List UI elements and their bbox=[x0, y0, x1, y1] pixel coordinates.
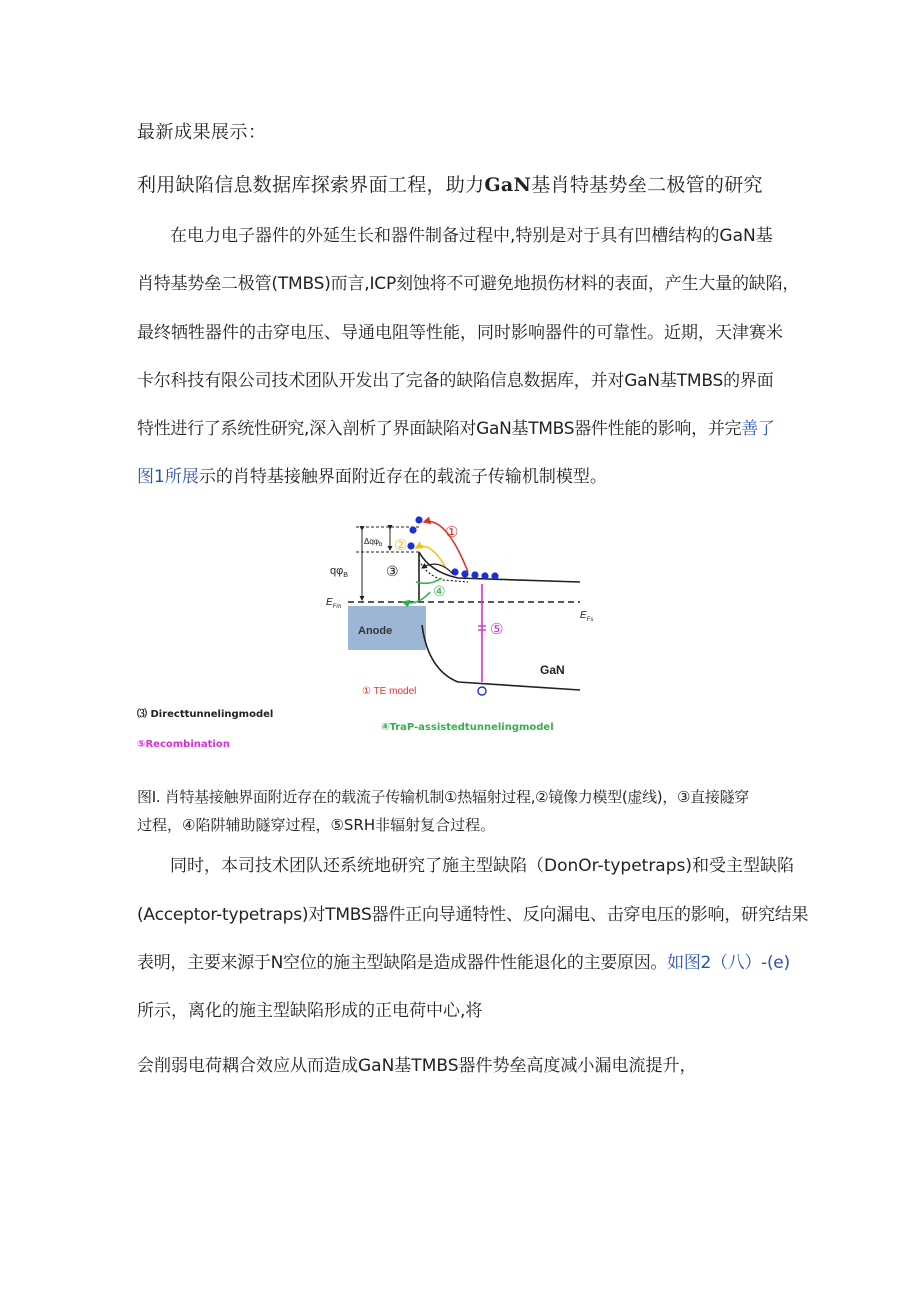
para1-line5-text: 特性进行了系统性研究,深入剖析了界面缺陷对GaN基TMBS器件性能的影响，并完 bbox=[137, 419, 742, 439]
electron bbox=[415, 516, 422, 523]
qphi-label: $q\varphi_B$ bbox=[330, 565, 348, 579]
figure1-band-diagram bbox=[318, 510, 600, 710]
anode-label: Anode bbox=[358, 625, 393, 637]
marker-1: ① bbox=[445, 524, 459, 541]
marker-3: ③ bbox=[386, 563, 399, 579]
efm-label: $E_{Fm}$ bbox=[326, 597, 342, 610]
para1-line6-text: 示的肖特基接触界面附近存在的载流子传输机制模型。 bbox=[198, 467, 607, 487]
electron bbox=[481, 572, 488, 579]
para1-line1: 在电力电子器件的外延生长和器件制备过程中,特别是对于具有凹槽结构的GaN基 bbox=[170, 226, 773, 246]
para1-link-fragment: 善了 bbox=[741, 419, 775, 439]
para1-line2: 肖特基势垒二极管(TMBS)而言,ICP刻蚀将不可避免地损伤材料的表面，产生大量的缺陷， bbox=[137, 274, 800, 294]
hole bbox=[478, 687, 486, 695]
article-title-bold: GaN bbox=[484, 174, 532, 196]
te-model-label: ① TE model bbox=[362, 686, 417, 697]
marker-4: ④ bbox=[433, 583, 446, 599]
figure2-reference: 如图2（八）-(e) bbox=[667, 953, 790, 973]
efs-label: $E_{Fs}$ bbox=[580, 610, 594, 623]
direct-tunnel-arrow bbox=[422, 564, 453, 574]
gan-label: GaN bbox=[540, 663, 565, 677]
para2-line1: 同时，本司技术团队还系统地研究了施主型缺陷（DonOr-typetraps)和受主型缺陷 bbox=[170, 856, 795, 876]
para1-line4: 卡尔科技有限公司技术团队开发出了完备的缺陷信息数据库，并对GaN基TMBS的界面 bbox=[137, 371, 774, 391]
marker-2: ② bbox=[394, 537, 408, 554]
legend-trap-assisted: ④TraP-assistedtunnelingmodel bbox=[381, 722, 554, 733]
para2-line3 bbox=[137, 952, 790, 974]
marker-5: ⑤ bbox=[490, 621, 504, 638]
para2-line4: 所示，离化的施主型缺陷形成的正电荷中心,将 bbox=[137, 1001, 483, 1021]
para1-line6 bbox=[137, 466, 607, 488]
figure1-reference: 图1所展 bbox=[137, 467, 199, 487]
para1-line3: 最终牺牲器件的击穿电压、导通电阻等性能，同时影响器件的可靠性。近期，天津赛米 bbox=[137, 323, 783, 343]
electron bbox=[407, 542, 414, 549]
dq-label: Δqφ$_b$ bbox=[364, 537, 383, 548]
article-title-suffix: 基肖特基势垒二极管的研究 bbox=[531, 174, 763, 196]
section-heading: 最新成果展示： bbox=[137, 122, 267, 143]
figure1-caption-line2: 过程，④陷阱辅助隧穿过程，⑤SRH非辐射复合过程。 bbox=[137, 816, 496, 834]
para2-line3-text: 表明，主要来源于N空位的施主型缺陷是造成器件性能退化的主要原因。 bbox=[137, 953, 668, 973]
para3-line1: 会削弱电荷耦合效应从而造成GaN基TMBS器件势垒高度减小漏电流提升， bbox=[137, 1056, 697, 1076]
article-title-prefix: 利用缺陷信息数据库探索界面工程，助力 bbox=[137, 174, 485, 196]
para2-line2: (Acceptor-typetraps)对TMBS器件正向导通特性、反向漏电、击穿电压的影响，研究结果 bbox=[137, 905, 809, 925]
para1-line5 bbox=[137, 418, 775, 440]
electron bbox=[491, 572, 498, 579]
article-title bbox=[137, 174, 763, 196]
electron bbox=[409, 526, 416, 533]
legend-direct-tunneling: ⑶ Directtunnelingmodel bbox=[137, 709, 274, 720]
electron bbox=[471, 571, 478, 578]
figure1-caption-line1: 图I. 肖特基接触界面附近存在的载流子传输机制①热辐射过程,②镜像力模型(虚线)，③直接隧穿 bbox=[137, 788, 749, 806]
legend-recombination: ⑤Recombination bbox=[137, 739, 230, 750]
electron bbox=[451, 568, 458, 575]
